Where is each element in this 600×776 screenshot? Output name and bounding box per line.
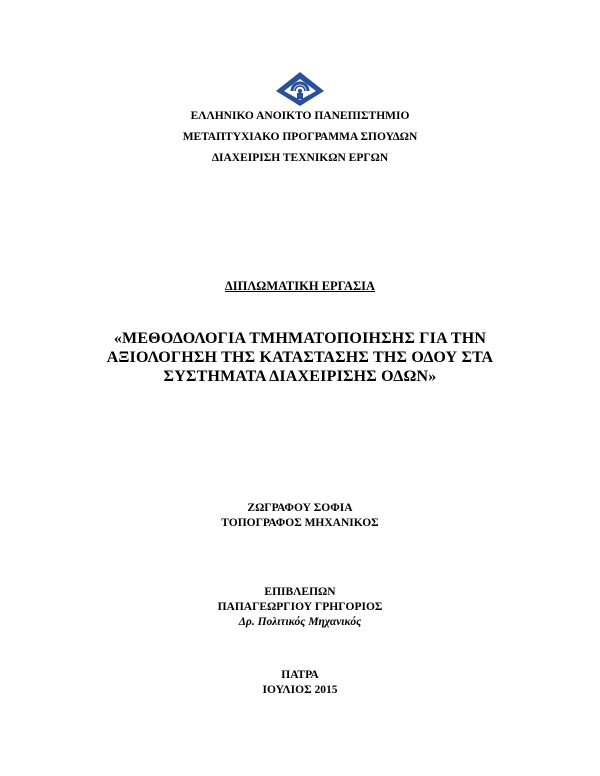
author-name: ΖΩΓΡΑΦΟΥ ΣΟΦΙΑ — [247, 502, 353, 514]
document-type: ΔΙΠΛΩΜΑΤΙΚΗ ΕΡΓΑΣΙΑ — [224, 279, 376, 293]
supervisor-label: ΕΠΙΒΛΕΠΩΝ — [264, 586, 336, 598]
author-profession: ΤΟΠΟΓΡΑΦΟΣ ΜΗΧΑΝΙΚΟΣ — [221, 517, 379, 529]
date: ΙΟΥΛΙΟΣ 2015 — [262, 684, 338, 696]
thesis-title-line-2: ΑΞΙΟΛΟΓΗΣΗ ΤΗΣ ΚΑΤΑΣΤΑΣΗΣ ΤΗΣ ΟΔΟΥ ΣΤΑ — [106, 349, 494, 366]
thesis-title-line-1: «ΜΕΘΟΔΟΛΟΓΙΑ ΤΜΗΜΑΤΟΠΟΙΗΣΗΣ ΓΙΑ ΤΗΝ — [113, 330, 487, 347]
university-name: ΕΛΛΗΝΙΚΟ ΑΝΟΙΚΤΟ ΠΑΝΕΠΙΣΤΗΜΙΟ — [190, 110, 410, 122]
program-name: ΜΕΤΑΠΤΥΧΙΑΚΟ ΠΡΟΓΡΑΜΜΑ ΣΠΟΥΔΩΝ — [182, 131, 418, 143]
city: ΠΑΤΡΑ — [281, 669, 319, 681]
university-logo-icon — [270, 69, 330, 109]
supervisor-name: ΠΑΠΑΓΕΩΡΓΙΟΥ ΓΡΗΓΟΡΙΟΣ — [217, 601, 383, 613]
thesis-title-line-3: ΣΥΣΤΗΜΑΤΑ ΔΙΑΧΕΙΡΙΣΗΣ ΟΔΩΝ» — [163, 368, 437, 385]
field-name: ΔΙΑΧΕΙΡΙΣΗ ΤΕΧΝΙΚΩΝ ΕΡΓΩΝ — [211, 152, 389, 164]
supervisor-title: Δρ. Πολιτικός Μηχανικός — [238, 616, 362, 628]
